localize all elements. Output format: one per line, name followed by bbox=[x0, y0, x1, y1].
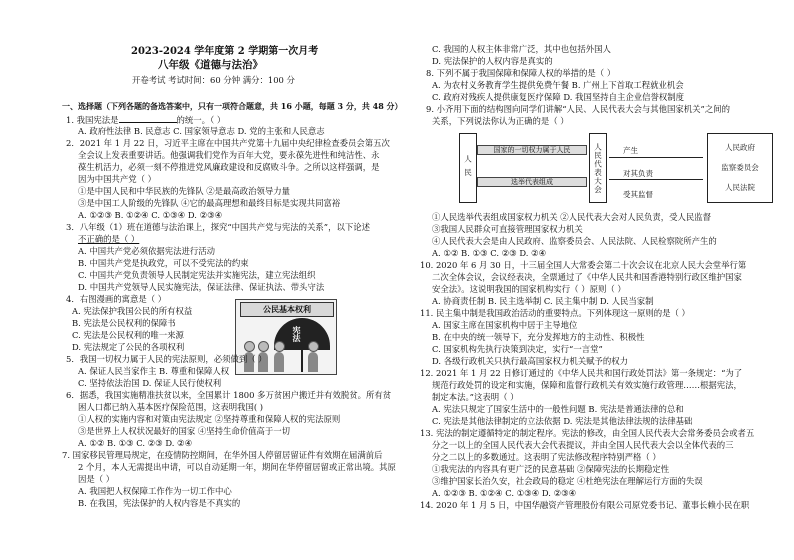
answer-blank bbox=[119, 114, 177, 123]
q9-choice: ④人民代表大会是由人民政府、监察委员会、人民法院、人民检察院所产生的 bbox=[432, 236, 717, 246]
q3-option: D. 中国共产党领导人民实施宪法，保证法律、保证执法、带头守法 bbox=[78, 282, 325, 292]
q3-line: 不正确的是（ ） bbox=[78, 234, 140, 244]
q8-stem: 8. 下列不属于我国保障和保障人权的举措的是（ ） bbox=[426, 68, 616, 78]
q12-options: A. 宪法只规定了国家生活中的一般性问题 B. 宪法是普通法律的总和 bbox=[432, 404, 684, 414]
person-figure bbox=[308, 352, 318, 372]
q7-line: 7. 国家移民管理局规定，在疫情防控期间，在华外国人停留居留证件有效期在届满前后 bbox=[62, 450, 383, 460]
q2-line: 葆生机活力，必须一刻不停推进党风廉政建设和反腐败斗争。之所以这样强调，是 bbox=[78, 162, 380, 172]
q7-option: D. 宪法保护的人权内容是真实的 bbox=[432, 56, 553, 66]
q7-line: 因是（ ） bbox=[78, 474, 115, 484]
diagram-arrow-bottom: 选举代表组成 bbox=[477, 177, 587, 187]
q4-stem: 4．右图漫画的寓意是（ ） bbox=[66, 294, 167, 304]
q6-choice: ③是世界上人权状况最好的国家 ④坚持生命价值高于一切 bbox=[78, 426, 291, 436]
q9-line: 关系，下列说法你认为正确的是（ ） bbox=[432, 116, 569, 126]
q3-option: C. 中国共产党负责领导人民制定宪法并实施宪法，建立宪法组织 bbox=[78, 270, 316, 280]
diagram-arrow-top: 国家的一切权力属于人民 bbox=[477, 145, 587, 155]
q6-line: 6．据悉，我国实施精准扶贫以来，全国累计 1800 多万贫困户搬迁并有效脱贫。所有贫 bbox=[66, 390, 392, 400]
q2-choice: ③是中国工人阶级的先锋队 ④它的最高理想和最终目标是实现共同富裕 bbox=[78, 198, 341, 208]
q13-choice: ③维护国家长治久安，社会政局的稳定 ④杜绝宪法在理解运行方面的失误 bbox=[432, 476, 703, 486]
q12-options: C. 宪法是其他法律制定的立法依据 D. 宪法是其他法律法规的法律基础 bbox=[432, 416, 693, 426]
q12-line: 12. 2021 年 1 月 22 日修订通过的《中华人民共和国行政处罚法》第一条规定：“为了 bbox=[420, 368, 743, 378]
q11-stem: 11. 民主集中制是我国政治活动的重要特点。下列体现这一原则的是（ ） bbox=[420, 308, 690, 318]
q1-options: A. 政府性法律 B. 民意志 C. 国家领导意志 D. 党的主张和人民意志 bbox=[78, 126, 325, 136]
q5-options: A. 保证人民当家作主 B. 尊重和保障人权 bbox=[78, 366, 230, 376]
exam-meta: 开卷考试 考试时间：60 分钟 满分：100 分 bbox=[132, 75, 295, 85]
q6-options: A. ①② B. ①③ C. ②③ D. ②④ bbox=[78, 438, 193, 448]
q5-stem: 5．我国一切权力属于人民的宪法原则，必须做到（ ） bbox=[66, 354, 267, 364]
q1-stem: 1. 我国宪法是 的统一。（ ） bbox=[66, 115, 226, 125]
q12-line: 规范行政处罚的设定和实施，保障和监督行政机关有效实施行政管理……根据宪法， bbox=[432, 380, 742, 390]
q13-line: 13. 宪法的制定遵循特定的制定程序。宪法的修改，由全国人民代表大会常务委员会或者五 bbox=[420, 428, 755, 438]
person-figure bbox=[274, 352, 284, 372]
q9-choice: ③我国人民群众可直接管理国家权力机关 bbox=[432, 224, 583, 234]
q5-options: C. 坚持依法治国 D. 保证人民行使权利 bbox=[78, 378, 222, 388]
q9-options: A. ①② B. ①③ C. ②③ D. ②④ bbox=[432, 248, 547, 258]
umbrella-label: 宪法 bbox=[292, 326, 302, 342]
q7-option: A. 我国把人权保障工作作为一切工作中心 bbox=[78, 486, 232, 496]
q4-option: C. 宪法是公民权利的唯一来源 bbox=[72, 330, 184, 340]
q7-option: B. 在我国，宪法保护的人权内容是不真实的 bbox=[78, 498, 241, 508]
q10-line: 二次全体会议，会议经表决，全票通过了《中华人民共和国香港特别行政区维护国家 bbox=[432, 272, 742, 282]
agency-item: 监察委员会 bbox=[721, 163, 759, 172]
agency-item: 人民政府 bbox=[725, 143, 755, 152]
agency-item: 人民法院 bbox=[725, 183, 755, 192]
q2-choice: ①是中国人民和中华民族的先锋队 ②是最高政治领导力量 bbox=[78, 186, 291, 196]
diagram-people: 人民 bbox=[459, 133, 477, 203]
q13-choice: ①我宪法的内容具有更广泛的民意基础 ②保障宪法的长期稳定性 bbox=[432, 464, 670, 474]
diagram-congress: 人民代表大会 bbox=[589, 133, 607, 203]
q7-line: 2 个月，本人无需提出申请，可以自动延期一年，期间在华停留居留或正常出境。其原 bbox=[78, 462, 396, 472]
q10-line: 10. 2020 年 6 月 30 日，十三届全国人大常委会第二十次会议在北京人民大会堂举行第 bbox=[420, 260, 747, 270]
q11-option: C. 国家机构先执行决策到决定，实行“一言堂” bbox=[432, 344, 603, 354]
structure-diagram bbox=[449, 131, 779, 207]
q10-line: 安全法》。这说明我国的国家机构实行（ ）原则（ ） bbox=[432, 284, 626, 294]
q3-option: A. 中国共产党必须依据宪法进行活动 bbox=[78, 246, 215, 256]
q13-line: 分之二以上的多数通过。这表明了宪法修改程序特别严格（ ） bbox=[432, 452, 661, 462]
q2-line: 全会议上发表重要讲话。他强调我们党作为百年大党，要永葆先进性和纯洁性、永 bbox=[78, 150, 380, 160]
q11-option: B. 在中央的统一领导下，充分发挥地方的主动性、积极性 bbox=[432, 332, 645, 342]
exam-subject: 八年级《道德与法治》 bbox=[158, 59, 263, 71]
diagram-produce: 产生 bbox=[623, 146, 638, 155]
diagram-supervise: 受其监督 bbox=[623, 190, 653, 199]
q2-options: A. ①②③ B. ①②④ C. ①③④ D. ②③④ bbox=[78, 210, 223, 220]
q4-option: B. 宪法是公民权利的保障书 bbox=[72, 318, 176, 328]
q11-option: A. 国家主席在国家机构中居于主导地位 bbox=[432, 320, 578, 330]
q8-options: C. 政府对残疾人提供康复医疗保障 D. 我国坚持自主企业信誉权制度 bbox=[432, 92, 684, 102]
diagram-responsible: 对其负责 bbox=[623, 169, 653, 178]
q4-option: D. 宪法规定了公民的各项权利 bbox=[72, 342, 185, 352]
q13-options: A. ①②③ B. ①②④ C. ①③④ D. ②③④ bbox=[432, 488, 577, 498]
q10-options: A. 协商责任制 B. 民主选举制 C. 民主集中制 D. 人民当家制 bbox=[432, 296, 654, 306]
q12-line: 制定本法。”这表明（ ） bbox=[432, 392, 519, 402]
q7-option: C. 我国的人权主体非常广泛，其中也包括外国人 bbox=[432, 44, 611, 54]
diagram-agencies bbox=[707, 133, 773, 203]
q2-line: 2．2021 年 1 月 22 日，习近平主席在中国共产党第十九届中央纪律检查委员会第五次 bbox=[66, 138, 390, 148]
q9-line: 9. 小齐用下面的结构图向同学们讲解“人民、人民代表大会与其他国家机关”之间的 bbox=[426, 104, 730, 114]
exam-title: 2023-2024 学年度第 2 学期第一次月考 bbox=[131, 46, 319, 57]
q8-options: A. 为农村义务教育学生提供免费午餐 B. 广州上下首取工程就业机会 bbox=[432, 80, 684, 90]
q14-line: 14. 2020 年 1 月 5 日，中国华融资产管理股份有限公司原党委书记、董事长赖小民在职 bbox=[420, 500, 750, 510]
section-heading: 一、选择题（下列各题的备选答案中，只有一项符合题意，共 16 小题，每题 3 分，共 48 分） bbox=[62, 101, 403, 111]
q13-line: 分之一以上的全国人民代表大会代表提议，并由全国人民代表大会以全体代表的三 bbox=[432, 440, 734, 450]
q6-line: 困人口都已纳入基本医疗保险范围，这表明我国( ) bbox=[78, 402, 264, 412]
q3-line: 3．八年级（1）班在道德与法治课上，探究“中国共产党与宪法的关系”，以下论述 bbox=[66, 222, 370, 232]
q6-choice: ①人权的实施内容和对策由宪法规定 ②坚持尊重和保障人权的宪法原则 bbox=[78, 414, 341, 424]
q4-option: A. 宪法保护我国公民的所有权益 bbox=[72, 306, 193, 316]
q2-line: 因为中国共产党（ ） bbox=[78, 174, 157, 184]
q3-option: B. 中国共产党是执政党，可以不受宪法的约束 bbox=[78, 258, 249, 268]
q11-option: D. 各级行政机关只执行最高国家权力机关赋予的权力 bbox=[432, 356, 628, 366]
cartoon-title: 公民基本权利 bbox=[240, 302, 334, 317]
q9-choice: ①人民选举代表组成国家权力机关 ②人民代表大会对人民负责，受人民监督 bbox=[432, 212, 712, 222]
